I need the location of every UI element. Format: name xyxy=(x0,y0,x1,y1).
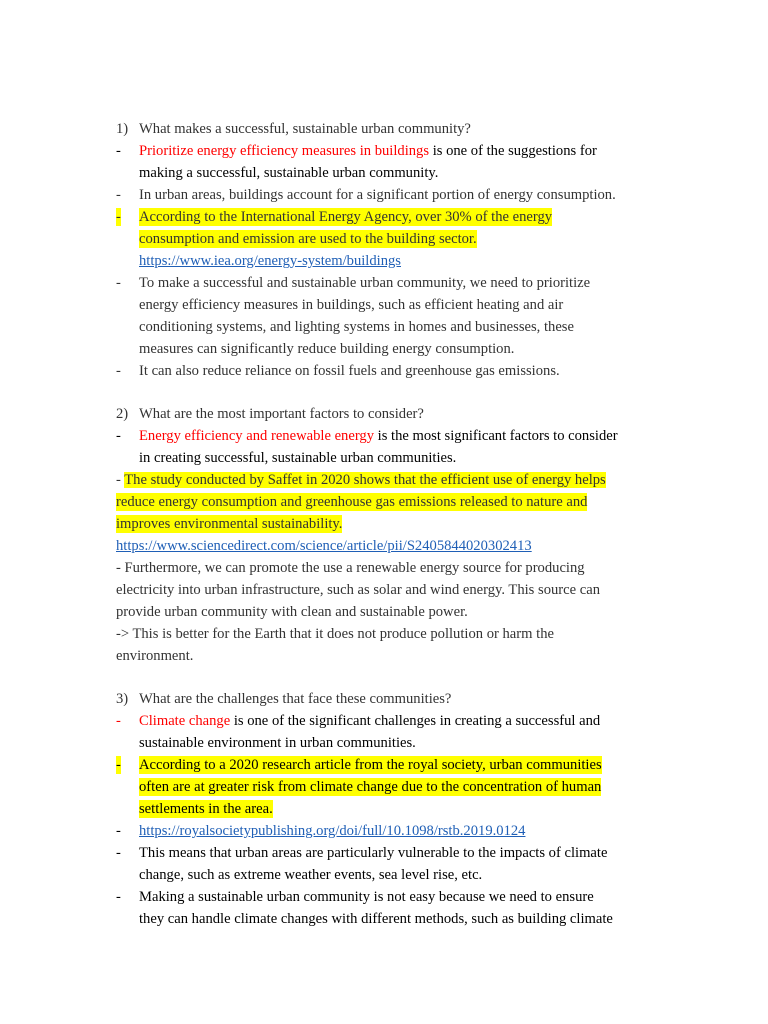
q1-b3-link[interactable]: https://www.iea.org/energy-system/buildings xyxy=(139,253,401,269)
q2-p1-line3: improves environmental sustainability. xyxy=(116,516,343,532)
q3-b2-line1: According to a 2020 research article from the royal society, urban communities xyxy=(139,757,602,773)
bullet-dash: - xyxy=(116,757,121,773)
bullet-dash: - xyxy=(116,472,125,488)
q2-p1-line2: reduce energy consumption and greenhouse gas emissions released to nature and xyxy=(116,494,588,510)
q1-b2: In urban areas, buildings account for a significant portion of energy consumption. xyxy=(139,187,616,203)
q2-p2-line3: provide urban community with clean and sustainable power. xyxy=(116,604,468,620)
q2-b1-line1 xyxy=(139,427,618,445)
q3-b4-line2: change, such as extreme weather events, sea level rise, etc. xyxy=(139,867,483,883)
q1-b5: It can also reduce reliance on fossil fuels and greenhouse gas emissions. xyxy=(139,363,560,379)
q3-b4-line1: This means that urban areas are particularly vulnerable to the impacts of climate xyxy=(139,845,608,861)
q3-b1-highlight-text: Climate change xyxy=(139,713,231,729)
bullet-dash: - xyxy=(116,187,121,203)
q3-b1-rest: is one of the significant challenges in creating a successful and xyxy=(230,713,601,729)
bullet-dash: - xyxy=(116,143,121,159)
q3-b5-line1: Making a sustainable urban community is not easy because we need to ensure xyxy=(139,889,594,905)
q2-p1-line1-text: The study conducted by Saffet in 2020 shows that the efficient use of energy helps xyxy=(124,472,606,488)
bullet-dash: - xyxy=(116,845,121,861)
q3-question: What are the challenges that face these communities? xyxy=(139,691,452,707)
bullet-dash: - xyxy=(116,363,121,379)
q1-b4-line3: conditioning systems, and lighting systems in homes and businesses, these xyxy=(139,319,574,335)
q2-b1-rest: is the most significant factors to consider xyxy=(374,428,618,444)
q1-b4-line1: To make a successful and sustainable urban community, we need to prioritize xyxy=(139,275,591,291)
q3-b2-line2: often are at greater risk from climate change due to the concentration of human xyxy=(139,779,602,795)
q1-b3-line2: consumption and emission are used to the building sector. xyxy=(139,231,477,247)
q1-b1-rest: is one of the suggestions for xyxy=(429,143,597,159)
bullet-dash: - xyxy=(116,713,121,729)
q3-b1-line2: sustainable environment in urban communities. xyxy=(139,735,416,751)
bullet-dash: - xyxy=(116,823,121,839)
q2-number: 2) xyxy=(116,406,129,422)
q2-b1-highlight-text: Energy efficiency and renewable energy xyxy=(139,428,375,444)
q2-p3-line2: environment. xyxy=(116,648,194,664)
q3-b5-line2: they can handle climate changes with different methods, such as building climate xyxy=(139,911,613,927)
q2-p1-line1 xyxy=(116,471,606,489)
q3-b3-link[interactable]: https://royalsocietypublishing.org/doi/full/10.1098/rstb.2019.0124 xyxy=(139,823,526,839)
q1-question: What makes a successful, sustainable urban community? xyxy=(139,121,471,137)
q3-b1-line1 xyxy=(139,712,600,730)
q3-b2-line3: settlements in the area. xyxy=(139,801,273,817)
q2-p3-line1: -> This is better for the Earth that it does not produce pollution or harm the xyxy=(116,626,554,642)
bullet-dash: - xyxy=(116,209,121,225)
q1-number: 1) xyxy=(116,121,129,137)
q2-p1-link[interactable]: https://www.sciencedirect.com/science/article/pii/S2405844020302413 xyxy=(116,538,532,554)
q1-b4-line4: measures can significantly reduce building energy consumption. xyxy=(139,341,515,357)
bullet-dash: - xyxy=(116,428,121,444)
q1-b1-line1 xyxy=(139,142,597,160)
q2-b1-line2: in creating successful, sustainable urban communities. xyxy=(139,450,457,466)
q2-p2-line2: electricity into urban infrastructure, such as solar and wind energy. This source can xyxy=(116,582,601,598)
q3-number: 3) xyxy=(116,691,129,707)
q1-b1-highlight-text: Prioritize energy efficiency measures in buildings xyxy=(139,143,430,159)
bullet-dash: - xyxy=(116,889,121,905)
q2-p2-line1: - Furthermore, we can promote the use a renewable energy source for producing xyxy=(116,560,585,576)
q1-b1-line2: making a successful, sustainable urban community. xyxy=(139,165,439,181)
q1-b3-line1: According to the International Energy Agency, over 30% of the energy xyxy=(139,209,553,225)
bullet-dash: - xyxy=(116,275,121,291)
q1-b4-line2: energy efficiency measures in buildings, such as efficient heating and air xyxy=(139,297,564,313)
q2-question: What are the most important factors to consider? xyxy=(139,406,424,422)
